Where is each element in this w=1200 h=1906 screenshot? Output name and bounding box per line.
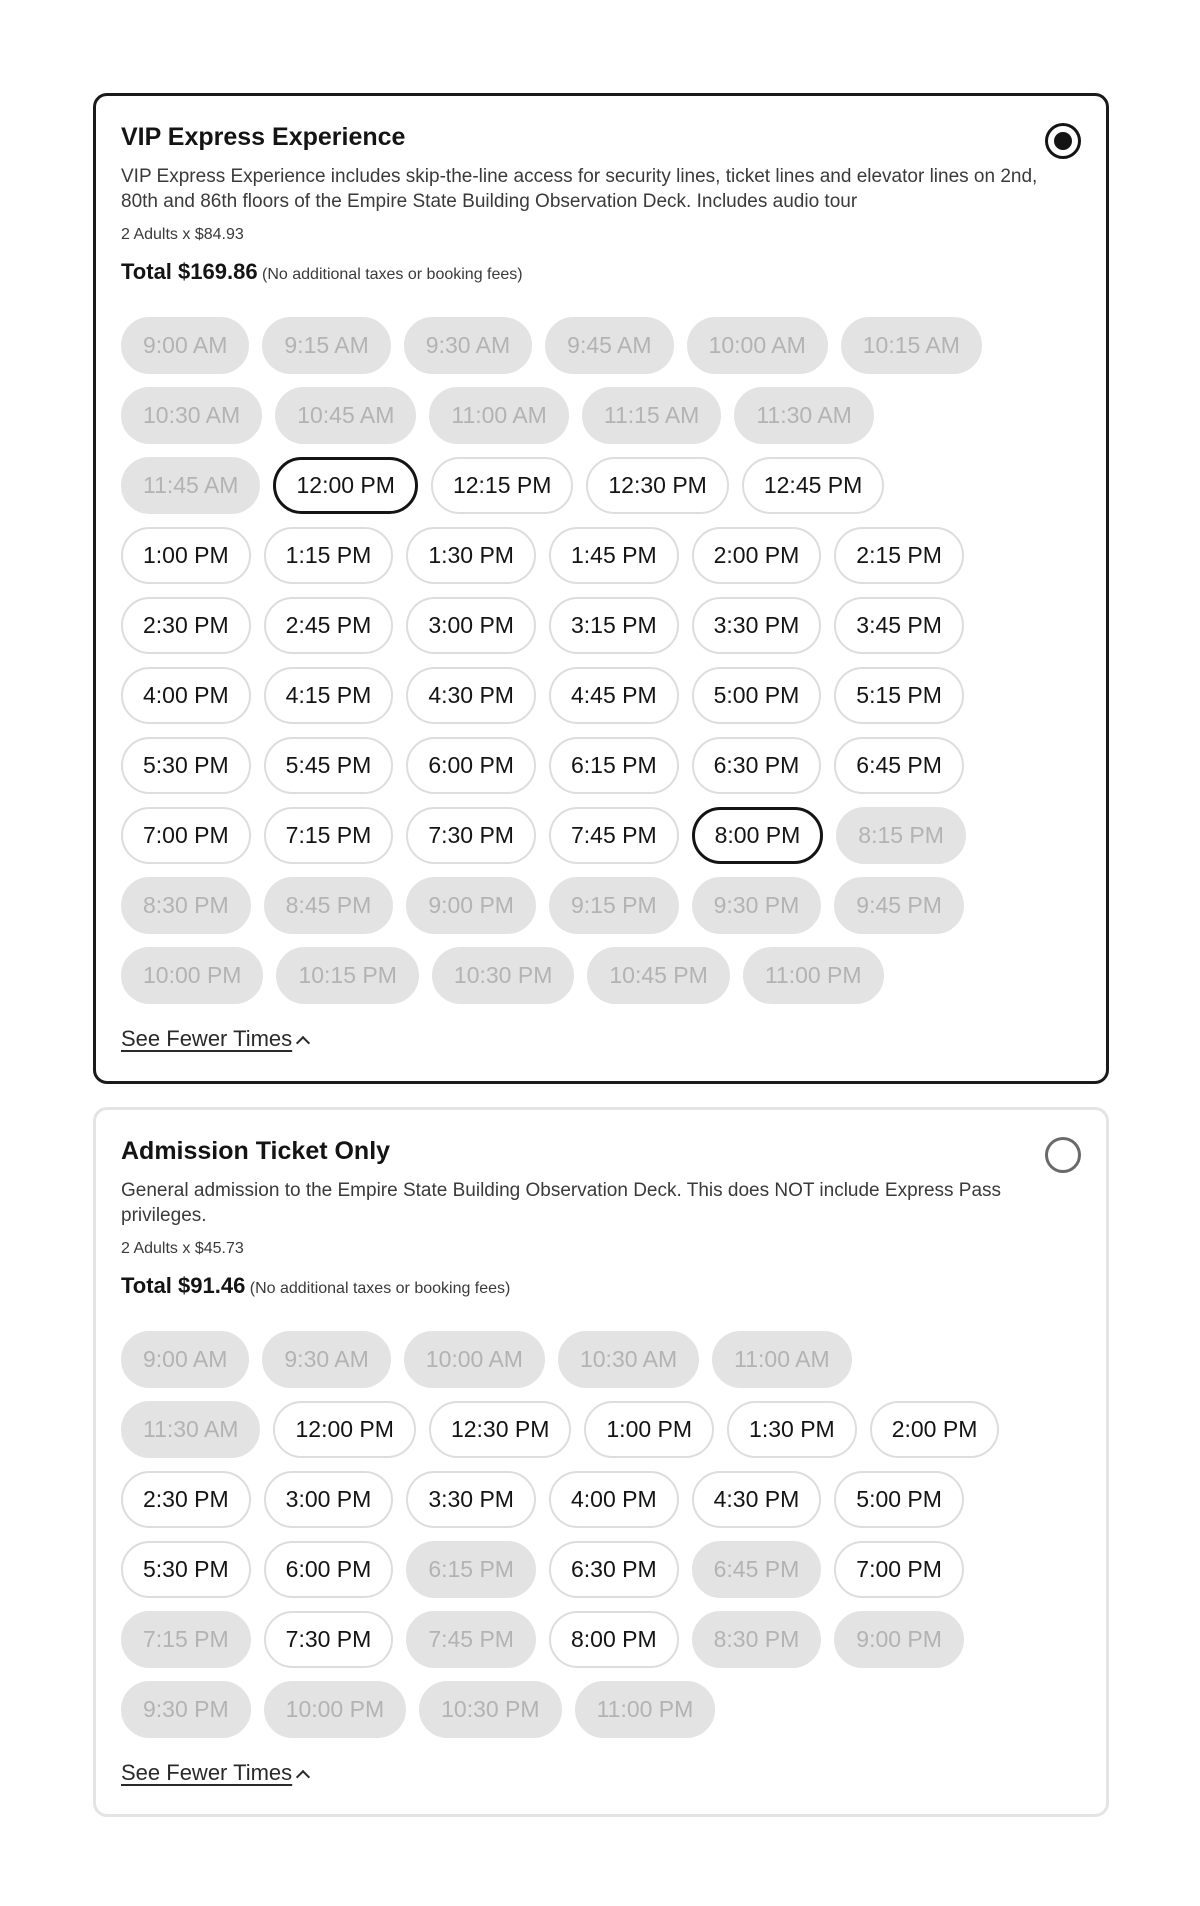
time-slot-button: 10:15 PM [276, 947, 418, 1004]
option-total-note: (No additional taxes or booking fees) [249, 1280, 511, 1297]
time-slot-button: 11:00 AM [712, 1331, 851, 1388]
time-slot-button: 10:00 AM [687, 317, 828, 374]
time-slot-button[interactable]: 6:15 PM [549, 737, 679, 794]
chevron-up-icon [296, 1036, 310, 1050]
time-slot-button[interactable]: 5:00 PM [834, 1471, 964, 1528]
see-fewer-times-link[interactable] [121, 1026, 308, 1052]
time-slot-button[interactable]: 5:30 PM [121, 1541, 251, 1598]
time-slot-button: 10:00 PM [264, 1681, 406, 1738]
time-slot-button: 9:00 AM [121, 317, 249, 374]
option-title: Admission Ticket Only [121, 1137, 391, 1165]
time-slot-button[interactable]: 2:30 PM [121, 597, 251, 654]
time-slot-button[interactable]: 12:00 PM [273, 1401, 415, 1458]
time-slot-button[interactable]: 5:45 PM [264, 737, 394, 794]
time-slot-button[interactable]: 2:00 PM [870, 1401, 1000, 1458]
time-slot-button[interactable]: 12:00 PM [273, 457, 417, 514]
time-slot-button: 9:00 PM [834, 1611, 964, 1668]
time-slot-button: 6:45 PM [692, 1541, 822, 1598]
time-slot-button[interactable]: 1:00 PM [121, 527, 251, 584]
time-slot-button[interactable]: 1:30 PM [727, 1401, 857, 1458]
time-slot-button: 11:15 AM [582, 387, 721, 444]
time-slot-button: 6:15 PM [406, 1541, 536, 1598]
time-slot-button[interactable]: 8:00 PM [549, 1611, 679, 1668]
option-title: VIP Express Experience [121, 123, 406, 151]
time-slot-button[interactable]: 4:00 PM [121, 667, 251, 724]
option-total-amount: Total $91.46 [121, 1273, 246, 1298]
time-slot-button[interactable]: 5:00 PM [692, 667, 822, 724]
time-slot-button: 10:30 AM [121, 387, 262, 444]
time-slot-button: 9:30 AM [404, 317, 532, 374]
time-slot-button[interactable]: 4:15 PM [264, 667, 394, 724]
time-slot-button[interactable]: 1:30 PM [406, 527, 536, 584]
time-slot-button: 7:45 PM [406, 1611, 536, 1668]
time-slot-button[interactable]: 2:45 PM [264, 597, 394, 654]
time-slot-button[interactable]: 6:30 PM [692, 737, 822, 794]
time-slot-button[interactable]: 12:15 PM [431, 457, 573, 514]
time-slot-button[interactable]: 1:45 PM [549, 527, 679, 584]
time-slot-button[interactable]: 3:30 PM [692, 597, 822, 654]
time-slot-button[interactable]: 7:45 PM [549, 807, 679, 864]
time-slot-button[interactable]: 3:45 PM [834, 597, 964, 654]
time-slot-button[interactable]: 7:00 PM [834, 1541, 964, 1598]
time-slot-button: 10:00 PM [121, 947, 263, 1004]
chevron-up-icon [296, 1770, 310, 1784]
option-total [121, 1272, 1081, 1303]
time-slot-button: 11:00 PM [575, 1681, 716, 1738]
see-fewer-times-label: See Fewer Times [121, 1026, 293, 1051]
time-slot-button[interactable]: 12:45 PM [742, 457, 884, 514]
see-fewer-times-label: See Fewer Times [121, 1760, 293, 1785]
time-slot-button[interactable]: 3:30 PM [406, 1471, 536, 1528]
option-total-note: (No additional taxes or booking fees) [262, 266, 523, 283]
time-slot-button: 8:45 PM [264, 877, 394, 934]
time-slot-button: 10:45 PM [587, 947, 729, 1004]
time-slot-button[interactable]: 6:45 PM [834, 737, 964, 794]
time-slot-button[interactable]: 3:15 PM [549, 597, 679, 654]
time-slot-button[interactable]: 4:00 PM [549, 1471, 679, 1528]
radio-unselected-icon[interactable] [1045, 1137, 1081, 1173]
option-price-line: 2 Adults x $84.93 [121, 226, 244, 243]
time-slot-button: 10:00 AM [404, 1331, 545, 1388]
time-slot-button: 10:15 AM [841, 317, 982, 374]
time-slot-button[interactable]: 4:45 PM [549, 667, 679, 724]
time-slot-button: 9:15 AM [262, 317, 390, 374]
time-slot-button[interactable]: 5:15 PM [834, 667, 964, 724]
time-slot-button: 9:00 AM [121, 1331, 249, 1388]
option-total-amount: Total $169.86 [121, 259, 258, 284]
time-slot-button[interactable]: 1:15 PM [264, 527, 394, 584]
option-card-vip-express[interactable] [93, 93, 1109, 1084]
time-slot-button: 9:15 PM [549, 877, 679, 934]
time-slot-button: 7:15 PM [121, 1611, 251, 1668]
time-slot-button[interactable]: 7:00 PM [121, 807, 251, 864]
option-total [121, 258, 1081, 289]
time-slot-list [121, 1331, 1001, 1738]
time-slot-button: 10:30 AM [558, 1331, 699, 1388]
time-slot-button: 11:45 AM [121, 457, 260, 514]
time-slot-button: 10:45 AM [275, 387, 416, 444]
time-slot-button: 8:15 PM [836, 807, 966, 864]
time-slot-button[interactable]: 4:30 PM [406, 667, 536, 724]
time-slot-button: 9:30 PM [692, 877, 822, 934]
time-slot-button[interactable]: 7:30 PM [406, 807, 536, 864]
option-card-admission-only[interactable] [93, 1107, 1109, 1817]
time-slot-button[interactable]: 2:15 PM [834, 527, 964, 584]
option-price-line: 2 Adults x $45.73 [121, 1240, 244, 1257]
time-slot-button: 9:00 PM [406, 877, 536, 934]
time-slot-button[interactable]: 6:00 PM [264, 1541, 394, 1598]
radio-selected-icon[interactable] [1045, 123, 1081, 159]
time-slot-button: 8:30 PM [121, 877, 251, 934]
time-slot-button[interactable]: 5:30 PM [121, 737, 251, 794]
time-slot-button[interactable]: 8:00 PM [692, 807, 824, 864]
time-slot-button: 9:45 AM [545, 317, 673, 374]
time-slot-button[interactable]: 12:30 PM [586, 457, 728, 514]
time-slot-button[interactable]: 3:00 PM [264, 1471, 394, 1528]
time-slot-button: 10:30 PM [419, 1681, 561, 1738]
time-slot-button: 11:30 AM [121, 1401, 260, 1458]
time-slot-button[interactable]: 12:30 PM [429, 1401, 571, 1458]
time-slot-button[interactable]: 7:30 PM [264, 1611, 394, 1668]
time-slot-button: 11:30 AM [734, 387, 873, 444]
time-slot-button[interactable]: 4:30 PM [692, 1471, 822, 1528]
time-slot-button[interactable]: 7:15 PM [264, 807, 394, 864]
time-slot-button: 10:30 PM [432, 947, 574, 1004]
time-slot-button[interactable]: 2:00 PM [692, 527, 822, 584]
time-slot-button: 11:00 AM [429, 387, 568, 444]
time-slot-button: 9:30 PM [121, 1681, 251, 1738]
time-slot-list [121, 317, 1001, 1004]
time-slot-button[interactable]: 3:00 PM [406, 597, 536, 654]
time-slot-button[interactable]: 6:30 PM [549, 1541, 679, 1598]
time-slot-button: 9:30 AM [262, 1331, 390, 1388]
time-slot-button[interactable]: 2:30 PM [121, 1471, 251, 1528]
time-slot-button: 8:30 PM [692, 1611, 822, 1668]
option-description: VIP Express Experience includes skip-the-line access for security lines, ticket lines and elevator lines on 2nd, 80th and 86th floors of the Empire State Building Observation Deck. Includes audio tour [121, 166, 1038, 212]
option-description: General admission to the Empire State Building Observation Deck. This does NOT include Express Pass privileges. [121, 1180, 1002, 1226]
see-fewer-times-link[interactable] [121, 1760, 308, 1786]
time-slot-button: 11:00 PM [743, 947, 884, 1004]
time-slot-button: 9:45 PM [834, 877, 964, 934]
time-slot-button[interactable]: 1:00 PM [584, 1401, 714, 1458]
time-slot-button[interactable]: 6:00 PM [406, 737, 536, 794]
